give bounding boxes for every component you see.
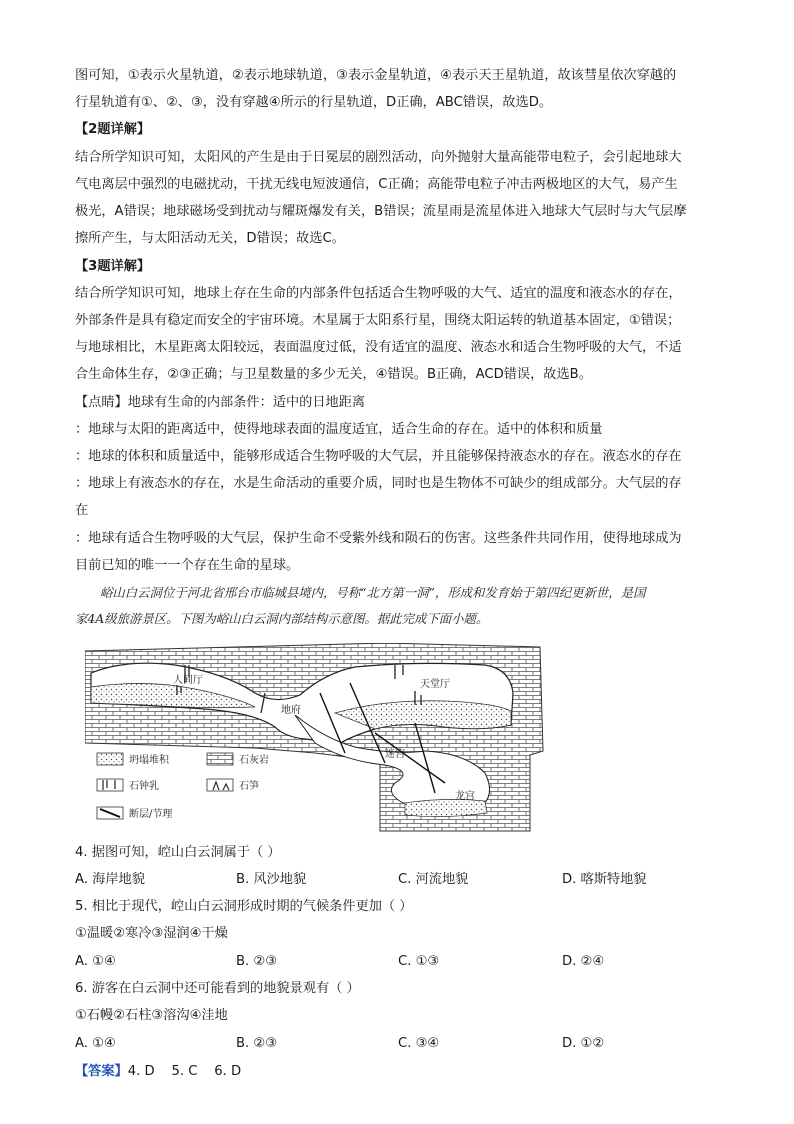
intro-line: 家4A级旅游景区。下图为峪山白云洞内部结构示意图。据此完成下面小题。	[75, 611, 489, 626]
text-line: 图可知，①表示火星轨道，②表示地球轨道，③表示金星轨道，④表示天王星轨道，故该彗星依次穿越的	[75, 68, 677, 83]
hall-label: 人间厅	[173, 675, 203, 686]
text-line: 与地球相比，木星距离太阳较远，表面温度过低，没有适宜的温度、液态水和适合生物呼吸的大气，不适	[75, 340, 682, 355]
hall-label: 天堂厅	[420, 679, 450, 690]
tip-line: 在	[75, 503, 89, 518]
question-6-option-a[interactable]: A. ①④	[75, 1036, 116, 1051]
question-5-option-b[interactable]: B. ②③	[236, 954, 278, 969]
hall-label: 迷宫	[385, 749, 405, 760]
question-6-option-b[interactable]: B. ②③	[236, 1036, 278, 1051]
section-heading-3: 【3题详解】	[75, 259, 151, 274]
answer-tag: 【答案】	[75, 1064, 128, 1079]
legend-swatch-stalactite	[97, 779, 123, 791]
question-6-choices: ①石幔②石柱③溶沟④洼地	[75, 1008, 228, 1023]
question-6-option-d[interactable]: D. ①②	[562, 1036, 605, 1051]
question-4-option-b[interactable]: B. 风沙地貌	[236, 872, 307, 887]
question-5-stem: 5. 相比于现代，崆山白云洞形成时期的气候条件更加（ ）	[75, 899, 413, 914]
legend-label: 石钟乳	[129, 781, 159, 792]
answer-line	[75, 1062, 241, 1082]
figure-legend	[97, 753, 269, 820]
legend-label: 石灰岩	[239, 755, 269, 766]
text-line: 结合所学知识可知，太阳风的产生是由于日冕层的剧烈活动，向外抛射大量高能带电粒子，会引起地球大	[75, 150, 682, 165]
question-5-option-d[interactable]: D. ②④	[562, 954, 605, 969]
text-line: 气电离层中强烈的电磁扰动，干扰无线电短波通信，C正确；高能带电粒子冲击两极地区的大气，易产生	[75, 177, 678, 192]
tip-line: ：地球上有液态水的存在，水是生命活动的重要介质，同时也是生物体不可缺少的组成部分。大气层的存	[75, 476, 682, 491]
legend-label: 断层/节理	[129, 809, 173, 820]
answer-text: 4. D 5. C 6. D	[127, 1064, 242, 1079]
section-heading-2: 【2题详解】	[75, 122, 151, 137]
question-5-option-a[interactable]: A. ①④	[75, 954, 116, 969]
text-line: 擦所产生，与太阳活动无关，D错误；故选C。	[75, 231, 345, 246]
tip-line: ：地球有适合生物呼吸的大气层，保护生命不受紫外线和陨石的伤害。这些条件共同作用，使得地球成为	[75, 531, 682, 546]
question-4-option-d[interactable]: D. 喀斯特地貌	[562, 872, 647, 887]
legend-label: 坍塌堆积	[129, 755, 169, 766]
tip-line: 目前已知的唯一一个存在生命的星球。	[75, 558, 300, 573]
legend-swatch-collapse	[97, 753, 123, 765]
intro-line: 峪山白云洞位于河北省邢台市临城县境内，号称“北方第一洞”，形成和发育始于第四纪更新世，是国	[100, 585, 646, 600]
legend-label: 石笋	[239, 781, 259, 792]
hall-label: 龙宫	[455, 791, 475, 802]
question-6-stem: 6. 游客在白云洞中还可能看到的地貌景观有（ ）	[75, 981, 360, 996]
hall-label: 地府	[281, 705, 301, 716]
text-line: 结合所学知识可知，地球上存在生命的内部条件包括适合生物呼吸的大气、适宜的温度和液态水的存在，	[75, 286, 682, 301]
text-line: 行星轨道有①、②、③，没有穿越④所示的行星轨道，D正确，ABC错误，故选D。	[75, 95, 553, 110]
question-5-option-c[interactable]: C. ①③	[398, 954, 440, 969]
cave-structure-figure	[85, 643, 545, 833]
text-line: 极光，A错误；地球磁场受到扰动与耀斑爆发有关，B错误；流星雨是流星体进入地球大气层时与大气层摩	[75, 204, 687, 219]
tip-line: ：地球与太阳的距离适中，使得地球表面的温度适宜，适合生命的存在。适中的体积和质量	[75, 422, 603, 437]
question-5-choices: ①温暖②寒冷③湿润④干燥	[75, 926, 228, 941]
question-6-option-c[interactable]: C. ③④	[398, 1036, 440, 1051]
text-line: 外部条件是具有稳定而安全的宇宙环境。木星属于太阳系行星，围绕太阳运转的轨道基本固定，①错误；	[75, 313, 681, 328]
tip-line: ：地球的体积和质量适中，能够形成适合生物呼吸的大气层，并且能够保持液态水的存在。液态水的存在	[75, 449, 682, 464]
question-4-option-c[interactable]: C. 河流地貌	[398, 872, 469, 887]
question-4-stem: 4. 据图可知，崆山白云洞属于（ ）	[75, 845, 281, 860]
question-4-option-a[interactable]: A. 海岸地貌	[75, 872, 145, 887]
tip-line: 【点睛】地球有生命的内部条件：适中的日地距离	[75, 395, 366, 410]
legend-swatch-limestone	[207, 753, 233, 765]
text-line: 合生命体生存，②③正确；与卫星数量的多少无关，④错误。B正确，ACD错误，故选B。	[75, 367, 592, 382]
